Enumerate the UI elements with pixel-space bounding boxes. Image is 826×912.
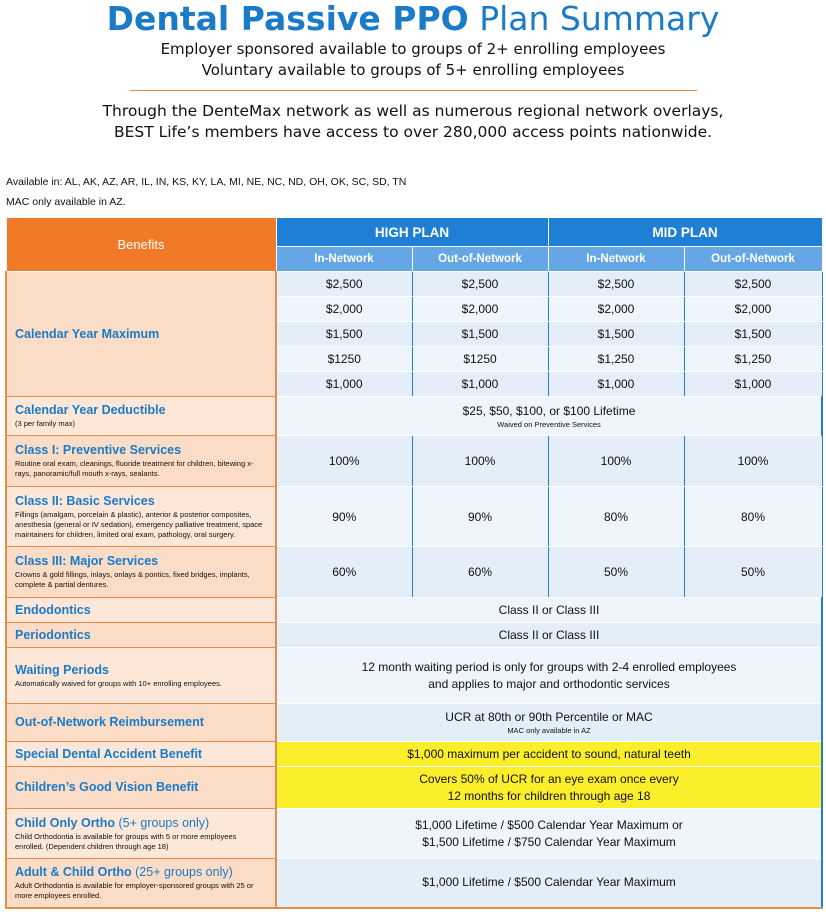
benefit-name: Periodontics	[15, 627, 91, 642]
benefit-child-ortho	[6, 809, 276, 859]
waiting-line-2: and applies to major and orthodontic services	[428, 676, 670, 691]
benefit-waiting-periods	[6, 648, 276, 704]
table-row	[6, 623, 822, 648]
benefit-name	[15, 816, 267, 831]
mac-note: MAC only available in AZ.	[6, 196, 126, 208]
benefit-name-suffix: (25+ groups only)	[135, 864, 233, 879]
child-ortho-value	[276, 809, 822, 859]
table-cell: $1250	[276, 347, 412, 372]
table-cell: $2,000	[276, 297, 412, 322]
table-row	[6, 547, 822, 598]
title-bold: Dental Passive PPO	[106, 0, 469, 38]
table-cell: 90%	[412, 487, 548, 547]
table-cell: $2,500	[548, 272, 684, 297]
table-cell: 60%	[412, 547, 548, 598]
table-cell: 100%	[684, 436, 822, 487]
mid-plan-header: MID PLAN	[548, 218, 822, 247]
benefit-desc: Child Orthodontia is available for groups with 5 or more employees enrolled. (Dependent children through age 18)	[15, 831, 237, 851]
table-cell: $1,000	[412, 372, 548, 397]
benefit-oon-reimbursement	[6, 704, 276, 742]
table-row	[6, 272, 822, 297]
benefit-name: Class I: Preventive Services	[15, 443, 182, 457]
accident-value: $1,000 maximum per accident to sound, natural teeth	[276, 742, 822, 767]
table-cell: $1,000	[684, 372, 822, 397]
table-row	[6, 397, 822, 436]
table-cell: $1,500	[412, 322, 548, 347]
benefit-desc: Automatically waived for groups with 10+ enrolling employees.	[15, 678, 222, 688]
table-cell: $1,500	[684, 322, 822, 347]
table-cell: $1250	[412, 347, 548, 372]
oon-text: UCR at 80th or 90th Percentile or MAC	[445, 710, 653, 724]
benefit-name-main: Adult & Child Ortho	[15, 864, 132, 879]
benefit-endodontics	[6, 598, 276, 623]
divider	[130, 90, 697, 91]
benefit-accident	[6, 742, 276, 767]
table-row	[6, 859, 822, 908]
benefit-calendar-max	[6, 272, 276, 397]
table-cell: $1,250	[684, 347, 822, 372]
table-cell: 100%	[412, 436, 548, 487]
benefit-name-main: Child Only Ortho	[15, 815, 115, 830]
waiting-value	[276, 648, 822, 704]
table-cell: 80%	[548, 487, 684, 547]
vision-line-1: Covers 50% of UCR for an eye exam once every	[419, 771, 679, 786]
benefit-class-1	[6, 436, 276, 487]
table-cell: 100%	[276, 436, 412, 487]
table-cell: 90%	[276, 487, 412, 547]
benefit-name: Class III: Major Services	[15, 554, 159, 568]
intro-line-2: BEST Life’s members have access to over 280,000 access points nationwide.	[113, 123, 713, 141]
table-cell: $2,000	[684, 297, 822, 322]
table-cell: 50%	[548, 547, 684, 598]
child-ortho-line-2: $1,500 Lifetime / $750 Calendar Year Maximum	[422, 834, 676, 849]
benefit-name: Endodontics	[15, 602, 91, 617]
benefit-desc: Adult Orthodontia is available for employer-sponsored groups with 25 or more employees enrolled.	[15, 880, 254, 900]
table-cell: $2,500	[276, 272, 412, 297]
table-row	[6, 487, 822, 547]
table-cell: $2,500	[684, 272, 822, 297]
high-plan-header: HIGH PLAN	[276, 218, 548, 247]
intro-line-1: Through the DenteMax network as well as numerous regional network overlays,	[102, 102, 724, 120]
benefit-name: Calendar Year Deductible	[15, 403, 166, 417]
benefit-class-2	[6, 487, 276, 547]
table-row	[6, 809, 822, 859]
benefit-desc: (3 per family max)	[15, 419, 76, 428]
title-light: Plan Summary	[479, 0, 720, 38]
table-row	[6, 704, 822, 742]
table-cell: 60%	[276, 547, 412, 598]
mid-in-network-header: In-Network	[548, 247, 684, 272]
benefit-desc: Routine oral exam, cleanings, fluoride treatment for children, bitewing x-rays, panoramic/full mouth x-rays, sealants.	[15, 459, 254, 478]
high-out-network-header: Out-of-Network	[412, 247, 548, 272]
child-ortho-line-1: $1,000 Lifetime / $500 Calendar Year Maximum or	[415, 817, 683, 832]
benefit-name-suffix: (5+ groups only)	[118, 815, 210, 830]
high-in-network-header: In-Network	[276, 247, 412, 272]
mid-out-network-header: Out-of-Network	[684, 247, 822, 272]
available-states: Available in: AL, AK, AZ, AR, IL, IN, KS, KY, LA, MI, NE, NC, ND, OH, OK, SC, SD, TN	[6, 176, 407, 188]
table-cell: $1,500	[276, 322, 412, 347]
table-cell: $2,000	[548, 297, 684, 322]
table-cell: $1,000	[276, 372, 412, 397]
benefit-periodontics	[6, 623, 276, 648]
table-row	[6, 648, 822, 704]
table-row	[6, 598, 822, 623]
benefit-name: Special Dental Accident Benefit	[15, 746, 203, 761]
benefit-name: Out-of-Network Reimbursement	[15, 715, 204, 729]
waiting-line-1: 12 month waiting period is only for groups with 2-4 enrolled employees	[361, 659, 737, 674]
endodontics-value: Class II or Class III	[276, 598, 822, 623]
benefit-name	[15, 865, 267, 880]
benefit-deductible	[6, 397, 276, 436]
vision-line-2: 12 months for children through age 18	[447, 788, 651, 803]
table-cell: 100%	[548, 436, 684, 487]
benefit-name: Calendar Year Maximum	[15, 326, 160, 341]
benefit-vision	[6, 767, 276, 809]
oon-note: MAC only available in AZ	[507, 726, 591, 735]
page-title	[0, 0, 826, 38]
table-row	[6, 767, 822, 809]
deductible-note: Waived on Preventive Services	[497, 419, 601, 429]
table-cell: $1,000	[548, 372, 684, 397]
subtitle-voluntary: Voluntary available to groups of 5+ enrolling employees	[201, 61, 625, 79]
benefit-desc: Fillings (amalgam, porcelain & plastic), anterior & posterior composites, anesthesia (general or IV sedation), emergency palliative treatment, space maintainers for children, limited oral exam, pathology, oral surgery.	[15, 509, 263, 539]
benefit-name: Children’s Good Vision Benefit	[15, 780, 199, 794]
table-row	[6, 436, 822, 487]
oon-value	[276, 704, 822, 742]
periodontics-value: Class II or Class III	[276, 623, 822, 648]
adult-ortho-value: $1,000 Lifetime / $500 Calendar Year Maximum	[276, 859, 822, 908]
vision-value	[276, 767, 822, 809]
table-cell: $1,250	[548, 347, 684, 372]
table-cell: $1,500	[548, 322, 684, 347]
table-cell: $2,500	[412, 272, 548, 297]
table-cell: 80%	[684, 487, 822, 547]
deductible-amounts: $25, $50, $100, or $100 Lifetime	[462, 403, 636, 418]
table-cell: 50%	[684, 547, 822, 598]
benefit-name: Class II: Basic Services	[15, 493, 155, 508]
table-row	[6, 742, 822, 767]
benefits-header: Benefits	[6, 218, 276, 272]
plan-table	[5, 217, 823, 909]
benefit-adult-ortho	[6, 859, 276, 908]
table-cell: $2,000	[412, 297, 548, 322]
benefit-name: Waiting Periods	[15, 662, 109, 677]
benefit-desc: Crowns & gold fillings, inlays, onlays & pontics, fixed bridges, implants, complete & partial dentures.	[15, 570, 250, 589]
benefit-class-3	[6, 547, 276, 598]
deductible-value	[276, 397, 822, 436]
subtitle-employer: Employer sponsored available to groups of 2+ enrolling employees	[160, 40, 666, 58]
